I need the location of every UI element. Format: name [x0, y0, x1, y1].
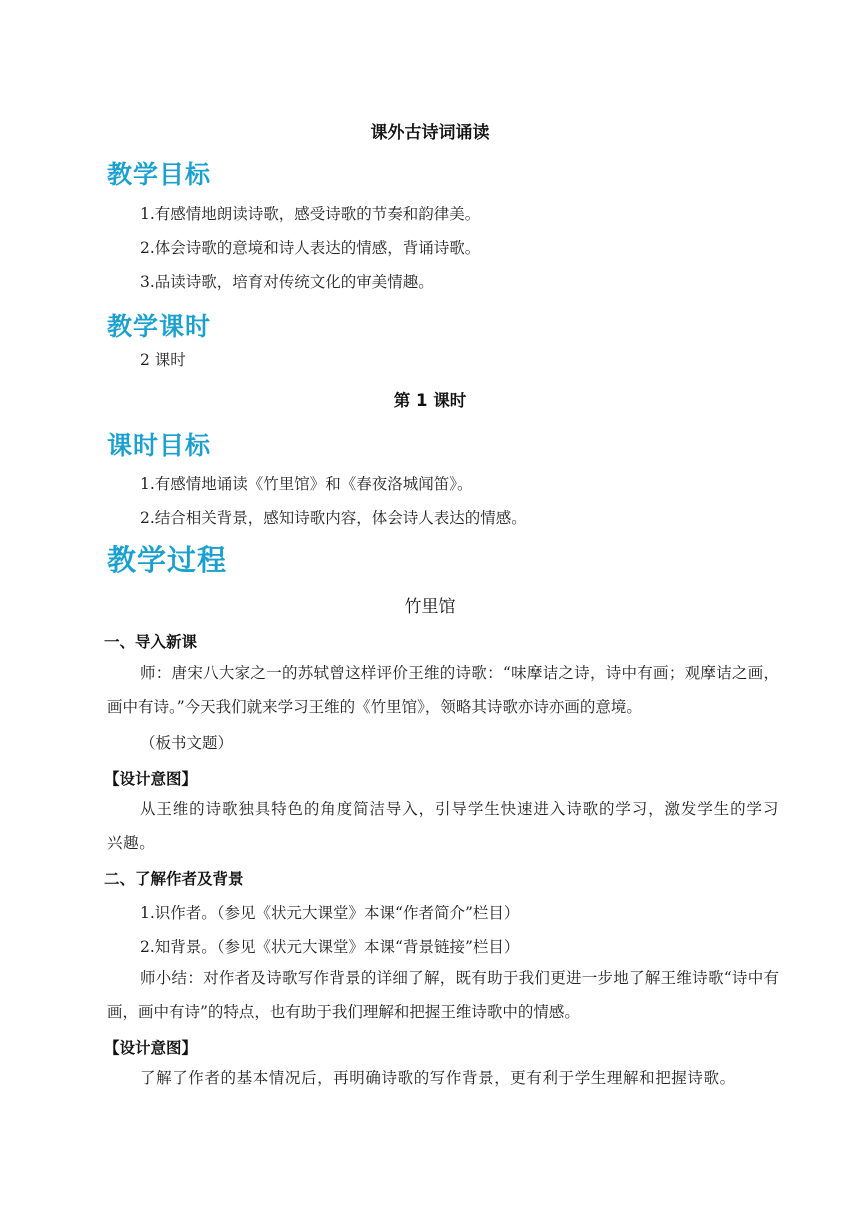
poem-title: 竹里馆 — [404, 597, 456, 617]
step2-design-text: 了解了作者的基本情况后，再明确诗歌的写作背景，更有利于学生理解和把握诗歌。 — [140, 1069, 736, 1087]
step1-heading: 一、导入新课 — [104, 633, 198, 651]
step2-design-heading: 【设计意图】 — [104, 1039, 198, 1057]
step2-item-1: 1.识作者。（参见《状元大课堂》本课“作者简介”栏目） — [140, 904, 520, 922]
goal-item-3: 3.品读诗歌，培育对传统文化的审美情趣。 — [140, 273, 434, 291]
step1-paragraph: 师：唐宋八大家之一的苏轼曾这样评价王维的诗歌：“味摩诘之诗，诗中有画；观摩诘之画，画中有诗。”今天我们就来学习王维的《竹里馆》，领略其诗歌亦诗亦画的意境。 — [107, 664, 779, 716]
lesson-goal-item-2: 2.结合相关背景，感知诗歌内容，体会诗人表达的情感。 — [140, 509, 527, 527]
step2-heading: 二、了解作者及背景 — [104, 870, 244, 888]
document-title: 课外古诗词诵读 — [370, 123, 490, 143]
step1-design-heading: 【设计意图】 — [104, 770, 198, 788]
section-heading-teaching-hours: 教学课时 — [107, 312, 212, 341]
step2-item-2: 2.知背景。（参见《状元大课堂》本课“背景链接”栏目） — [140, 938, 520, 956]
lesson-title: 第 1 课时 — [393, 391, 467, 410]
goal-item-1: 1.有感情地朗读诗歌，感受诗歌的节奏和韵律美。 — [140, 205, 481, 223]
section-heading-lesson-goals: 课时目标 — [107, 431, 212, 460]
section-heading-teaching-goals: 教学目标 — [107, 160, 212, 189]
section-heading-teaching-process: 教学过程 — [107, 543, 228, 577]
goal-item-2: 2.体会诗歌的意境和诗人表达的情感，背诵诗歌。 — [140, 239, 481, 257]
step1-design-text: 从王维的诗歌独具特色的角度简洁导入，引导学生快速进入诗歌的学习，激发学生的学习兴趣。 — [107, 800, 779, 852]
teaching-hours-value: 2 课时 — [140, 351, 186, 369]
step1-note: （板书文题） — [140, 734, 234, 752]
step2-summary: 师小结：对作者及诗歌写作背景的详细了解，既有助于我们更进一步地了解王维诗歌“诗中有画，画中有诗”的特点，也有助于我们理解和把握王维诗歌中的情感。 — [107, 969, 779, 1021]
lesson-goal-item-1: 1.有感情地诵读《竹里馆》和《春夜洛城闻笛》。 — [140, 475, 473, 493]
